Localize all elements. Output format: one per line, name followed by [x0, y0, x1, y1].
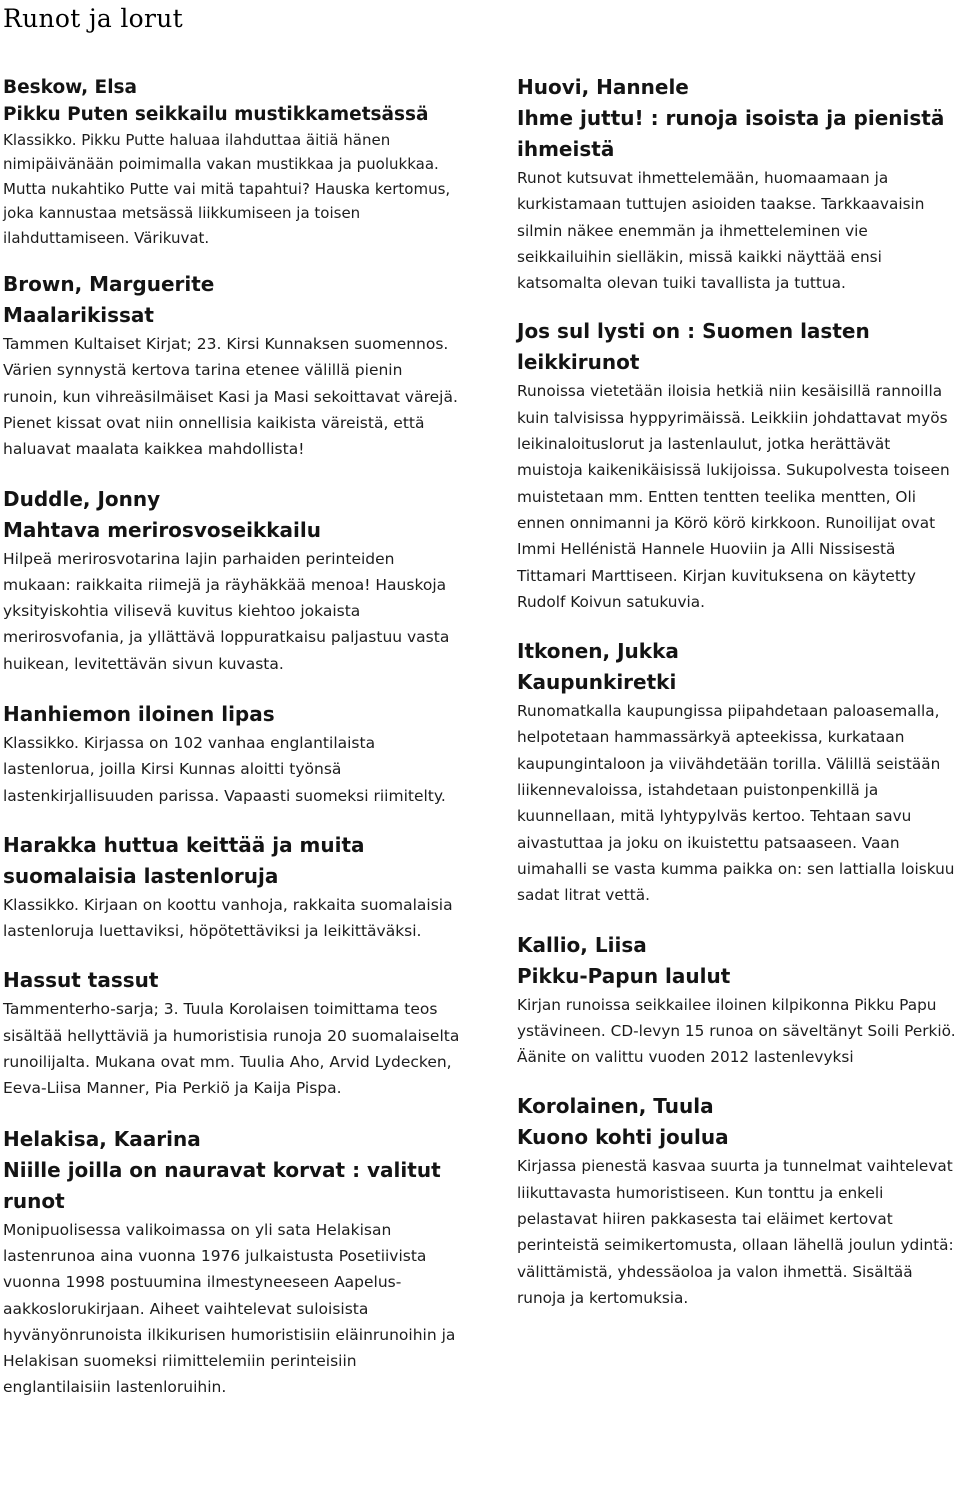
book-description: Klassikko. Kirjaan on koottu vanhoja, rakkaita suomalaisia lastenloruja luettaviksi, höpötettäviksi ja leikittäväksi.	[3, 895, 453, 941]
book-entry	[517, 316, 960, 615]
book-title: Hassut tassut	[3, 968, 159, 993]
book-title: Pikku Puten seikkailu mustikkametsässä	[3, 104, 429, 125]
book-author: Kallio, Liisa	[517, 932, 647, 957]
book-entry	[3, 1124, 461, 1401]
book-description: Runomatkalla kaupungissa piipahdetaan paloasemalla, helpotetaan hammassärkyä apteekissa, kurkataan kaupungintaloon ja viivähdetään torilla. Välillä seistään liikennevaloissa, istahdetaan puistonpenkillä ja kuunnellaan, mitä lyhtypylväs kertoo. Tehtaan savu aivastuttaa ja joku on ikuistettu patsaaseen. Vaan uimahalli se vasta kumma paikka on: sen lattialla loiskuu sadat litrat vettä.	[517, 702, 955, 905]
book-entry	[3, 830, 461, 945]
book-title: Jos sul lysti on : Suomen lasten leikkirunot	[517, 319, 870, 375]
book-author: Beskow, Elsa	[3, 77, 138, 98]
book-description: Hilpeä merirosvotarina lajin parhaiden perinteiden mukaan: raikkaita riimejä ja räyhäkkää menoa! Hauskoja yksityiskohtia vilisevä kuvitus kiehtoo jokaista merirosvofania, ja yllättävä loppuratkaisu paljastuu vasta huikean, levitettävän sivun kuvasta.	[3, 549, 450, 673]
book-entry	[3, 484, 461, 677]
right-column	[517, 70, 960, 1311]
book-author: Korolainen, Tuula	[517, 1094, 714, 1119]
book-title: Ihme juttu! : runoja isoista ja pienistä ihmeistä	[517, 106, 945, 161]
book-title: Mahtava merirosvoseikkailu	[3, 517, 321, 542]
book-description: Runoissa vietetään iloisia hetkiä niin kesäisillä rannoilla kuin talvisissa hyppyrimäissä. Leikkiin johdattavat myös leikinaloituslorut ja lastenlaulut, jotka herättävät muistoja kaikenikäisissä lukijoissa. Sukupolvesta toiseen muistetaan mm. Entten tentten teelika mentten, Oli ennen onnimanni ja Körö körö kirkkoon. Runoilijat ovat Immi Hellénistä Hannele Huoviin ja Alli Nissisestä Tittamari Marttiseen. Kirjan kuvituksena on käytetty Rudolf Koivun satukuvia.	[517, 382, 950, 611]
page-title: Runot ja lorut	[3, 4, 184, 33]
book-entry	[517, 1091, 960, 1311]
book-author: Brown, Marguerite	[3, 272, 215, 297]
book-description: Klassikko. Pikku Putte haluaa ilahduttaa äitiä hänen nimipäivänään poimimalla vakan mustikkaa ja puolukkaa. Mutta nukahtiko Putte vai mitä tapahtui? Hauska kertomus, joka kannustaa metsässä liikkumiseen ja toisen ilahduttamiseen. Värikuvat.	[3, 131, 451, 247]
book-title: Pikku-Papun laulut	[517, 963, 731, 988]
book-description: Tammen Kultaiset Kirjat; 23. Kirsi Kunnaksen suomennos. Värien synnystä kertova tarina etenee välillä pienin runoin, kun vihreäsilmäiset Kasi ja Masi sekoittavat värejä. Pienet kissat ovat niin onnellisia kaikista väreistä, että haluavat maalata kaikkea mahdollista!	[3, 335, 458, 459]
book-description: Kirjassa pienestä kasvaa suurta ja tunnelmat vaihtelevat liikuttavasta humoristiseen. Kun tonttu ja enkeli pelastavat hiiren pakkasesta tai eläimet kertovat perinteistä seimikertomusta, ollaan lähellä joulun ydintä: välittämistä, yhdessäoloa ja valon ihmettä. Sisältää runoja ja kertomuksia.	[517, 1157, 954, 1307]
book-title: Maalarikissat	[3, 303, 154, 328]
book-description: Runot kutsuvat ihmettelemään, huomaamaan ja kurkistamaan tuttujen asioiden taakse. Tarkkaavaisin silmin näkee enemmän ja ihmetteleminen vie seikkailuihin sielläkin, missä kaikki näyttää ensi katsomalta olevan tuiki tavallista ja tuttua.	[517, 169, 925, 293]
book-entry	[3, 74, 461, 250]
book-entry	[3, 965, 461, 1101]
book-entry	[517, 930, 960, 1071]
book-description: Klassikko. Kirjassa on 102 vanhaa englantilaista lastenlorua, joilla Kirsi Kunnas aloitti työnsä lastenkirjallisuuden parissa. Vapaasti suomeksi riimitelty.	[3, 734, 446, 805]
book-title: Harakka huttua keittää ja muita suomalaisia lastenloruja	[3, 832, 365, 888]
book-author: Huovi, Hannele	[517, 75, 689, 99]
book-entry	[517, 636, 960, 908]
book-title: Hanhiemon iloinen lipas	[3, 702, 275, 726]
book-entry	[3, 269, 461, 462]
book-entry	[517, 72, 960, 296]
book-author: Duddle, Jonny	[3, 486, 161, 511]
book-description: Kirjan runoissa seikkailee iloinen kilpikonna Pikku Papu ystävineen. CD-levyn 15 runoa on säveltänyt Soili Perkiö. Äänite on valittu vuoden 2012 lastenlevyksi	[517, 995, 956, 1067]
book-author: Helakisa, Kaarina	[3, 1126, 201, 1151]
book-title: Kuono kohti joulua	[517, 1125, 729, 1150]
book-author: Itkonen, Jukka	[517, 639, 679, 664]
left-column	[3, 70, 461, 1401]
book-description: Tammenterho-sarja; 3. Tuula Korolaisen toimittama teos sisältää hellyttäviä ja humoristisia runoja 20 suomalaiselta runoilijalta. Mukana ovat mm. Tuulia Aho, Arvid Lydecken, Eeva-Liisa Manner, Pia Perkiö ja Kaija Pispa.	[3, 1000, 460, 1098]
book-title: Kaupunkiretki	[517, 670, 677, 695]
book-title: Niille joilla on nauravat korvat : valitut runot	[3, 1157, 441, 1213]
book-description: Monipuolisessa valikoimassa on yli sata Helakisan lastenrunoa aina vuonna 1976 julkaistusta Posetiivista vuonna 1998 postuumina ilmestyneeseen Aapelus-aakkoslorukirjaan. Aiheet vaihtelevat suloisista hyvänyönrunoista ilkikurisen humoristisiin eläinrunoihin ja Helakisan suomeksi riimittelemiin perinteisiin englantilaisiin lastenloruihin.	[3, 1220, 456, 1397]
book-entry	[3, 699, 461, 809]
